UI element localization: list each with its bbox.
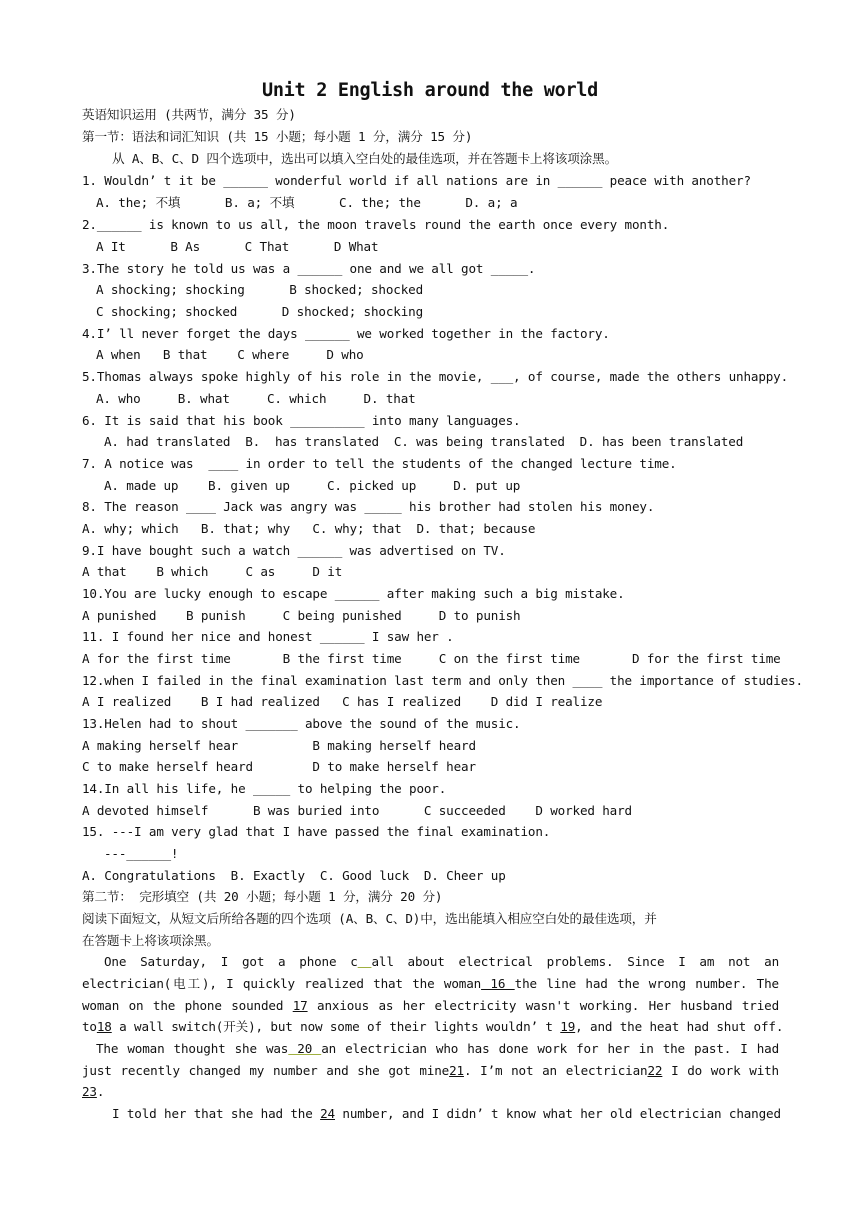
passage-text: all about electrical problems. Since I am not an xyxy=(371,954,780,969)
question-7: 7. A notice was ____ in order to tell the students of the changed lecture time. xyxy=(82,456,677,471)
question-12-options: A I realized B I had realized C has I realized D did I realize xyxy=(82,694,603,709)
passage-text: The woman thought she was xyxy=(96,1041,289,1056)
section-1-heading: 第一节：语法和词汇知识 (共 15 小题；每小题 1 分，满分 15 分) xyxy=(82,129,473,144)
passage-text: woman on the phone sounded xyxy=(82,998,293,1013)
question-8-options: A. why; which B. that; why C. why; that D. that; because xyxy=(82,521,536,536)
question-11: 11. I found her nice and honest ______ I saw her . xyxy=(82,629,454,644)
passage-text: a wall switch(开关), but now some of their lights wouldn’ t xyxy=(111,1019,561,1034)
question-9: 9.I have bought such a watch ______ was advertised on TV. xyxy=(82,543,506,558)
question-10: 10.You are lucky enough to escape ______ after making such a big mistake. xyxy=(82,586,625,601)
question-6: 6. It is said that his book __________ into many languages. xyxy=(82,413,521,428)
question-5: 5.Thomas always spoke highly of his role in the movie, ___, of course, made the others unhappy. xyxy=(82,369,789,384)
passage-line xyxy=(82,1062,779,1080)
passage-text: electrician(电工), I quickly realized that the woman xyxy=(82,976,482,991)
question-4: 4.I’ ll never forget the days ______ we worked together in the factory. xyxy=(82,326,610,341)
question-12: 12.when I failed in the final examination last term and only then ____ the importance of studies. xyxy=(82,673,803,688)
blank-16: 16 xyxy=(481,976,515,991)
passage-text: to xyxy=(82,1019,97,1034)
passage-text: . xyxy=(96,1084,105,1099)
blank-17: 17 xyxy=(292,998,308,1013)
question-2-options: A It B As C That D What xyxy=(96,239,379,254)
question-13-options-ab: A making herself hear B making herself heard xyxy=(82,738,476,753)
page-title: Unit 2 English around the world xyxy=(262,80,598,101)
blank-21: 21 xyxy=(449,1063,464,1078)
passage-text: just recently changed my number and she got mine xyxy=(82,1063,450,1078)
question-14-options: A devoted himself B was buried into C succeeded D worked hard xyxy=(82,803,632,818)
question-3-options-ab: A shocking; shocking B shocked; shocked xyxy=(96,282,424,297)
blank-20: 20 xyxy=(288,1041,322,1056)
question-4-options: A when B that C where D who xyxy=(96,347,364,362)
question-15: 15. ---I am very glad that I have passed the final examination. xyxy=(82,824,551,839)
question-11-options: A for the first time B the first time C on the first time D for the first time xyxy=(82,651,781,666)
passage-text: number, and I didn’ t know what her old electrician changed xyxy=(334,1106,781,1121)
question-1: 1. Wouldn’ t it be ______ wonderful world if all nations are in ______ peace with another? xyxy=(82,173,751,188)
passage-text: I do work with xyxy=(662,1063,779,1078)
section-2-instructions: 阅读下面短文，从短文后所给各题的四个选项 (A、B、C、D)中，选出能填入相应空白处的最佳选项，并 xyxy=(82,911,657,926)
blank-24: 24 xyxy=(320,1106,335,1121)
section-1-instructions: 从 A、B、C、D 四个选项中，选出可以填入空白处的最佳选项，并在答题卡上将该项涂黑。 xyxy=(112,151,618,166)
question-5-options: A. who B. what C. which D. that xyxy=(96,391,416,406)
passage-text: , and the heat had shut off. xyxy=(575,1019,784,1034)
passage-text: I told her that she had the xyxy=(112,1106,321,1121)
question-8: 8. The reason ____ Jack was angry was _____ his brother had stolen his money. xyxy=(82,499,655,514)
question-6-options: A. had translated B. has translated C. was being translated D. has been translated xyxy=(104,434,744,449)
question-13-options-cd: C to make herself heard D to make herself hear xyxy=(82,759,476,774)
passage-line xyxy=(104,953,779,971)
section-heading: 英语知识运用 (共两节，满分 35 分) xyxy=(82,107,296,122)
passage-text: anxious as her electricity wasn't working. Her husband tried xyxy=(307,998,779,1013)
question-1-options: A. the; 不填 B. a; 不填 C. the; the D. a; a xyxy=(96,195,518,210)
blank-22: 22 xyxy=(647,1063,663,1078)
blank-19: 19 xyxy=(560,1019,576,1034)
section-2-heading: 第二节： 完形填空 (共 20 小题；每小题 1 分，满分 20 分) xyxy=(82,889,443,904)
passage-text: the line had the wrong number. The xyxy=(514,976,779,991)
question-13: 13.Helen had to shout _______ above the sound of the music. xyxy=(82,716,521,731)
passage-line xyxy=(82,1018,783,1036)
blank-15 xyxy=(358,954,372,969)
question-7-options: A. made up B. given up C. picked up D. put up xyxy=(104,478,521,493)
passage-text: an electrician who has done work for her in the past. I had xyxy=(321,1041,779,1056)
question-2: 2.______ is known to us all, the moon travels round the earth once every month. xyxy=(82,217,670,232)
passage-line xyxy=(82,975,779,993)
passage-text: . I’m not an electrician xyxy=(463,1063,648,1078)
question-14: 14.In all his life, he _____ to helping the poor. xyxy=(82,781,447,796)
question-3: 3.The story he told us was a ______ one and we all got _____. xyxy=(82,261,536,276)
question-3-options-cd: C shocking; shocked D shocked; shocking xyxy=(96,304,424,319)
passage-line xyxy=(82,1083,104,1101)
passage-line xyxy=(112,1105,781,1123)
question-9-options: A that B which C as D it xyxy=(82,564,343,579)
question-15-options: A. Congratulations B. Exactly C. Good luck D. Cheer up xyxy=(82,868,506,883)
passage-text: One Saturday, I got a phone c xyxy=(104,954,358,969)
blank-23: 23 xyxy=(82,1084,97,1099)
question-10-options: A punished B punish C being punished D to punish xyxy=(82,608,521,623)
blank-18: 18 xyxy=(96,1019,112,1034)
passage-line xyxy=(82,997,779,1015)
question-15-reply: ---______! xyxy=(104,846,179,861)
section-2-instructions-cont: 在答题卡上将该项涂黑。 xyxy=(82,933,219,948)
passage-line xyxy=(96,1040,779,1058)
